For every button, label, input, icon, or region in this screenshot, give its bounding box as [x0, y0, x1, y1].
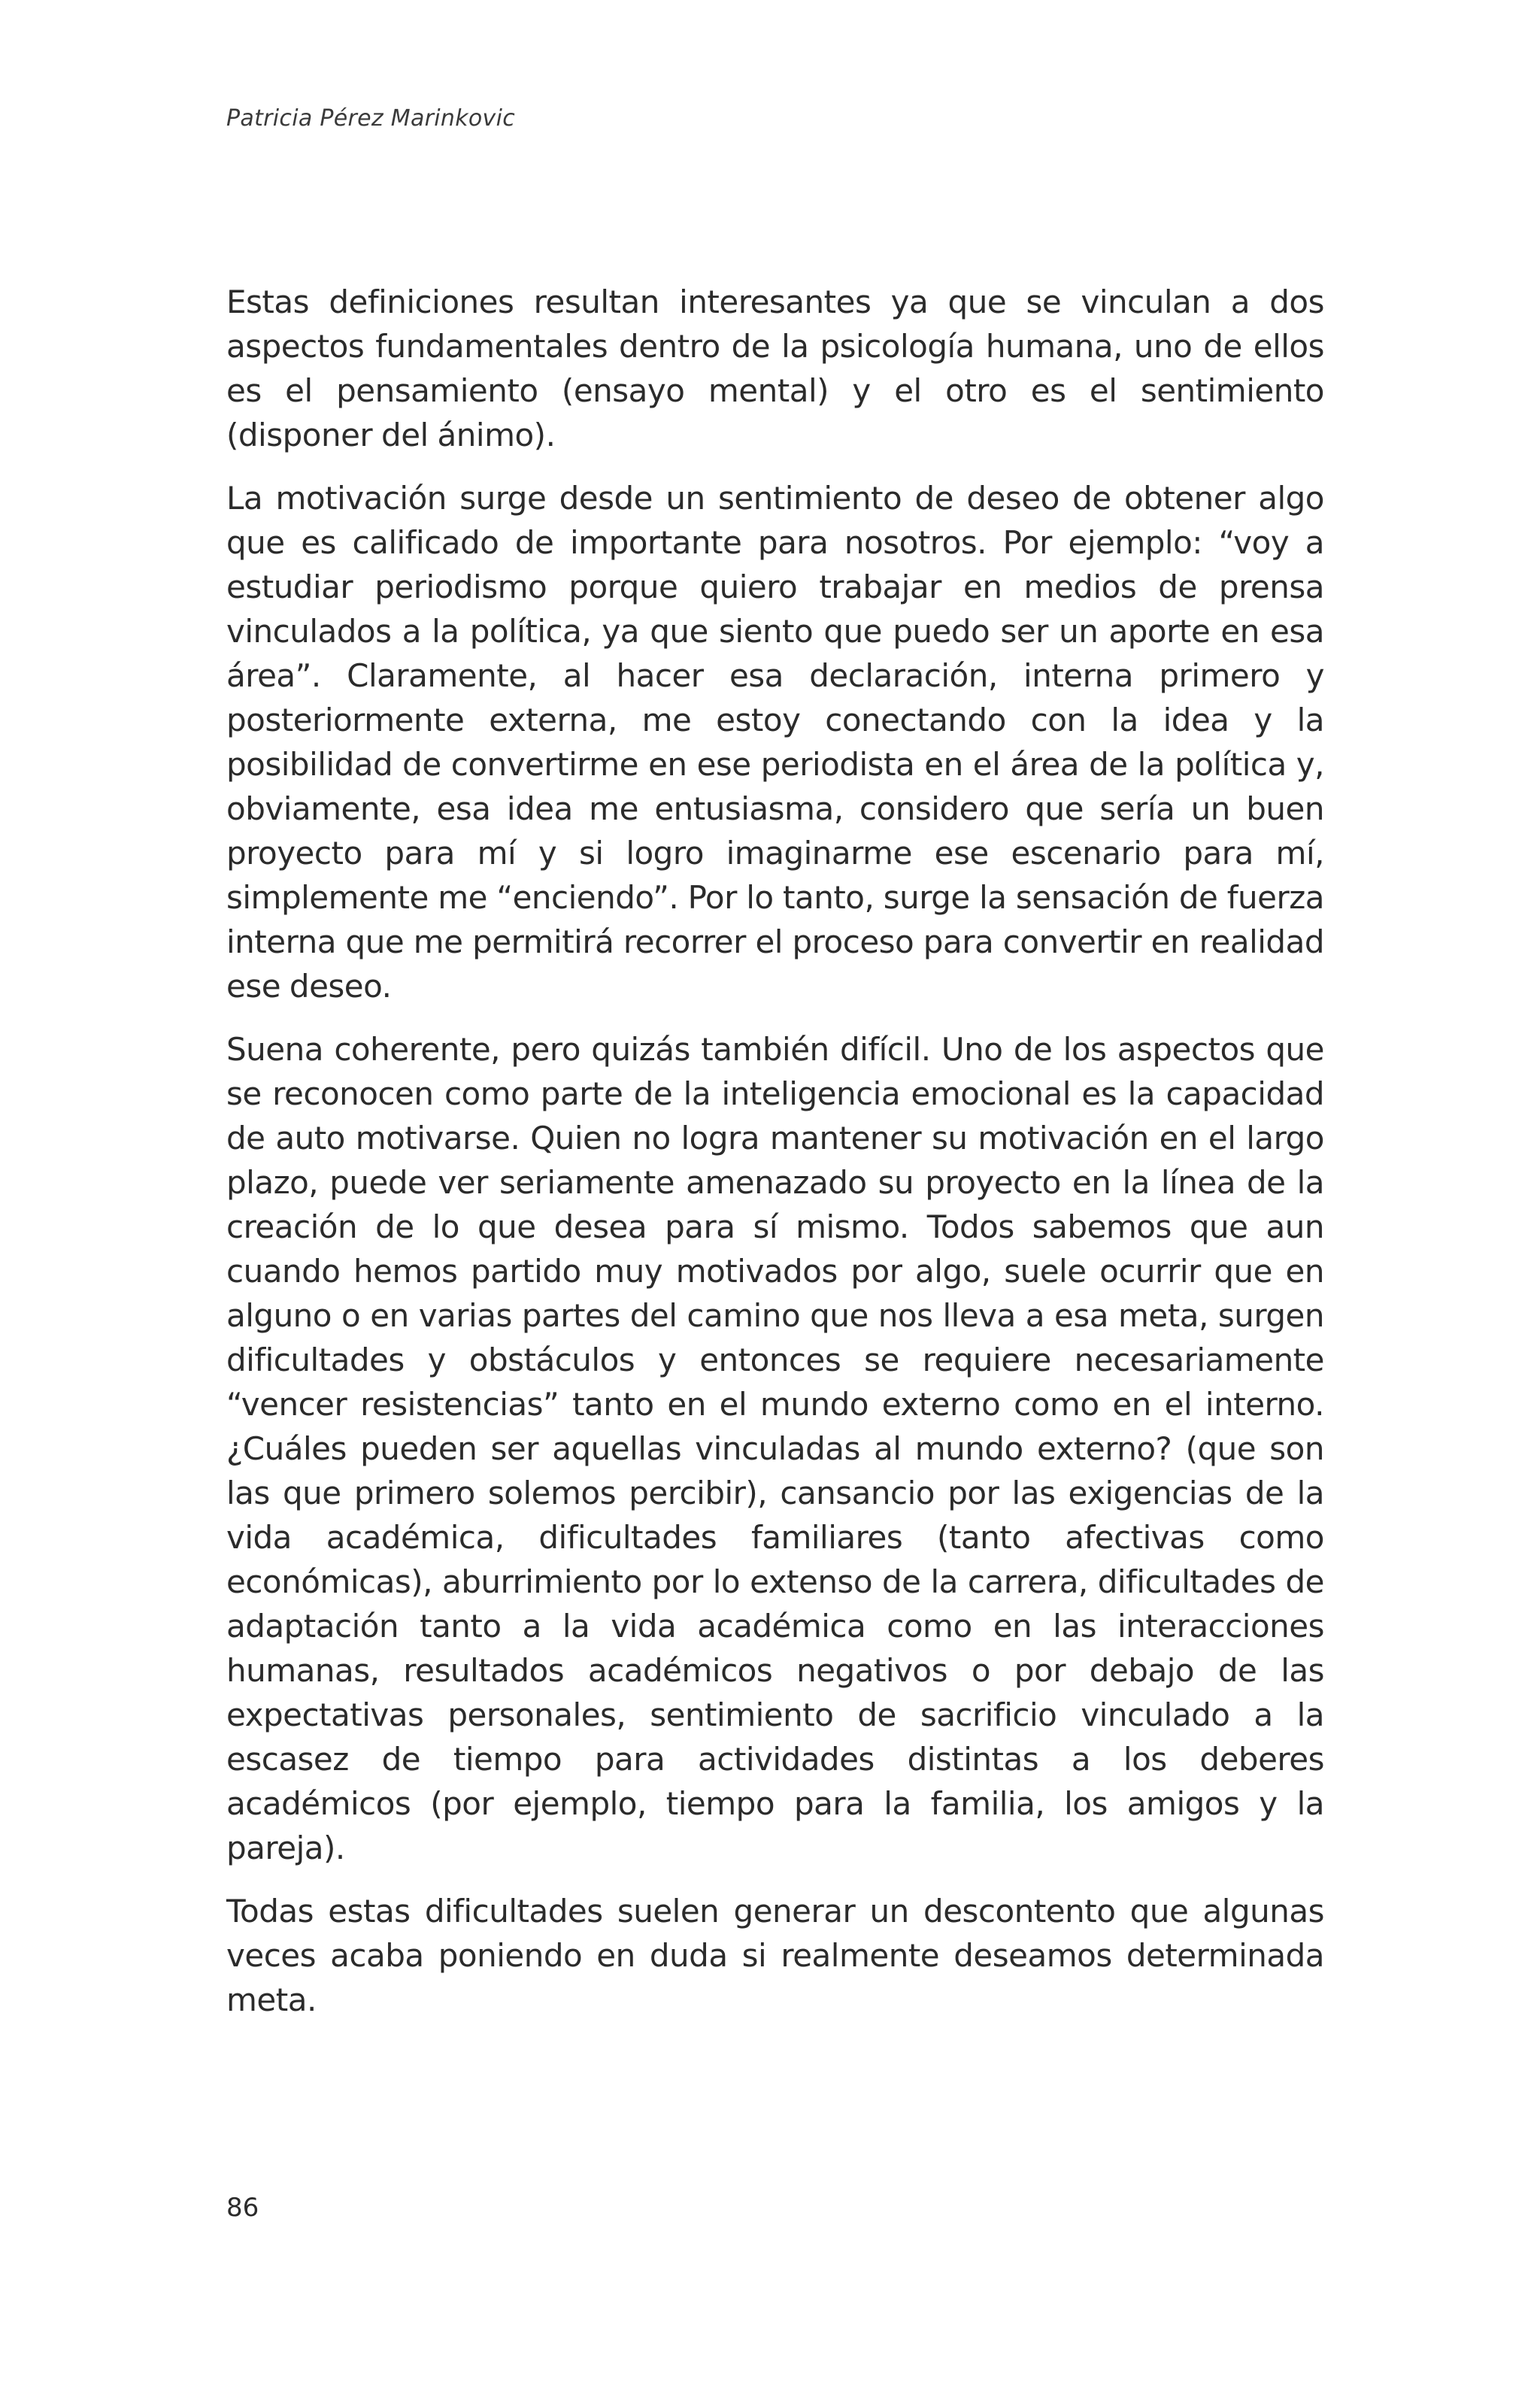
paragraph-2: La motivación surge desde un sentimiento de deseo de obtener algo que es calificado de importante para nosotros. Por ejemplo: “voy a estudiar periodismo porque quiero trabajar en medios de prensa vinculados a la política, ya que siento que puedo ser un aporte en esa área”. Claramente, al hacer esa declaración, interna primero y posteriormente externa, me estoy conectando con la idea y la posibilidad de convertirme en ese periodista en el área de la política y, obviamente, esa idea me entusiasma, considero que sería un buen proyecto para mí y si logro imaginarme ese escenario para mí, simplemente me “enciendo”. Por lo tanto, surge la sensación de fuerza interna que me permitirá recorrer el proceso para convertir en realidad ese deseo. [226, 480, 1324, 1005]
running-header-author: Patricia Pérez Marinkovic [226, 105, 516, 132]
paragraph-1: Estas definiciones resultan interesantes ya que se vinculan a dos aspectos fundamentales dentro de la psicología humana, uno de ellos es el pensamiento (ensayo mental) y el otro es el sentimiento (disponer del ánimo). [226, 283, 1324, 453]
paragraph-3: Suena coherente, pero quizás también difícil. Uno de los aspectos que se reconocen como parte de la inteligencia emocional es la capacidad de auto motivarse. Quien no logra mantener su motivación en el largo plazo, puede ver seriamente amenazado su proyecto en la línea de la creación de lo que desea para sí mismo. Todos sabemos que aun cuando hemos partido muy motivados por algo, suele ocurrir que en alguno o en varias partes del camino que nos lleva a esa meta, surgen dificultades y obstáculos y entonces se requiere necesariamente “vencer resistencias” tanto en el mundo externo como en el interno. ¿Cuáles pueden ser aquellas vinculadas al mundo externo? (que son las que primero solemos percibir), cansancio por las exigencias de la vida académica, dificultades familiares (tanto afectivas como económicas), aburrimiento por lo extenso de la carrera, dificultades de adaptación tanto a la vida académica como en las interacciones humanas, resultados académicos negativos o por debajo de las expectativas personales, sentimiento de sacrificio vinculado a la escasez de tiempo para actividades distintas a los deberes académicos (por ejemplo, tiempo para la familia, los amigos y la pareja). [226, 1031, 1324, 1866]
body-text [226, 280, 1324, 2041]
paragraph-4: Todas estas dificultades suelen generar un descontento que algunas veces acaba poniendo en duda si realmente deseamos determinada meta. [226, 1893, 1324, 2018]
page-number: 86 [226, 2193, 259, 2223]
